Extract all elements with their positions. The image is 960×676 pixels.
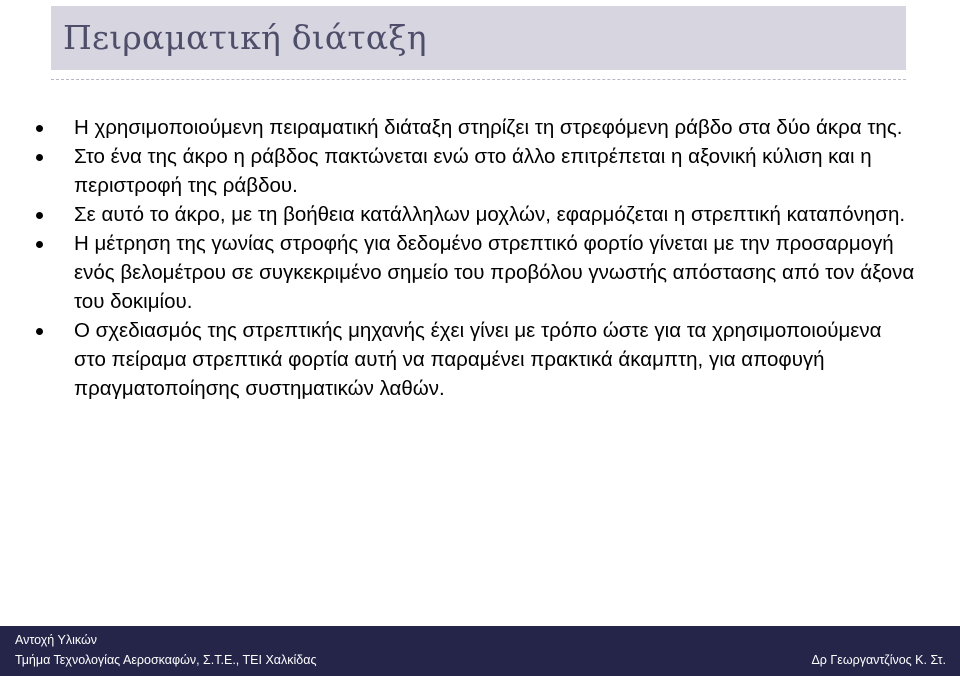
slide-title-bar <box>51 6 906 70</box>
title-divider <box>51 79 906 80</box>
bullet-item-4 <box>36 229 916 316</box>
bullet-item-1 <box>36 113 916 142</box>
bullet-text: Η χρησιμοποιούμενη πειραματική διάταξη στηρίζει τη στρεφόμενη ράβδο στα δύο άκρα της. <box>74 116 903 139</box>
bullet-item-5 <box>36 316 916 403</box>
bullet-list <box>36 113 916 403</box>
bullet-text: Σε αυτό το άκρο, με τη βοήθεια κατάλληλων μοχλών, εφαρμόζεται η στρεπτική καταπόνηση. <box>74 203 906 226</box>
bullet-dot-icon <box>36 328 43 335</box>
bullet-text: Στο ένα της άκρο η ράβδος πακτώνεται ενώ στο άλλο επιτρέπεται η αξονική κύλιση και η περιστροφή της ράβδου. <box>74 145 872 197</box>
bullet-text: Ο σχεδιασμός της στρεπτικής μηχανής έχει γίνει με τρόπο ώστε για τα χρησιμοποιούμενα στο πείραμα στρεπτικά φορτία αυτή να παραμένει πρακτικά άκαμπτη, για αποφυγή πραγματοποίησης συστηματικών λαθών. <box>74 319 882 400</box>
footer-department: Τμήμα Τεχνολογίας Αεροσκαφών, Σ.Τ.Ε., ΤΕΙ Χαλκίδας <box>15 653 317 667</box>
bullet-text: Η μέτρηση της γωνίας στροφής για δεδομένο στρεπτικό φορτίο γίνεται με την προσαρμογή ενός βελομέτρου σε συγκεκριμένο σημείο του προβόλου γνωστής απόστασης από τον άξονα του δοκιμίου. <box>74 232 915 313</box>
slide-title: Πειραματική διάταξη <box>63 18 427 57</box>
bullet-dot-icon <box>36 154 43 161</box>
bullet-dot-icon <box>36 125 43 132</box>
footer-course: Αντοχή Υλικών <box>15 633 97 647</box>
slide-footer <box>0 626 960 676</box>
bullet-item-2 <box>36 142 916 200</box>
bullet-item-3 <box>36 200 916 229</box>
footer-author: Δρ Γεωργαντζίνος Κ. Στ. <box>811 653 946 667</box>
bullet-dot-icon <box>36 212 43 219</box>
bullet-dot-icon <box>36 241 43 248</box>
